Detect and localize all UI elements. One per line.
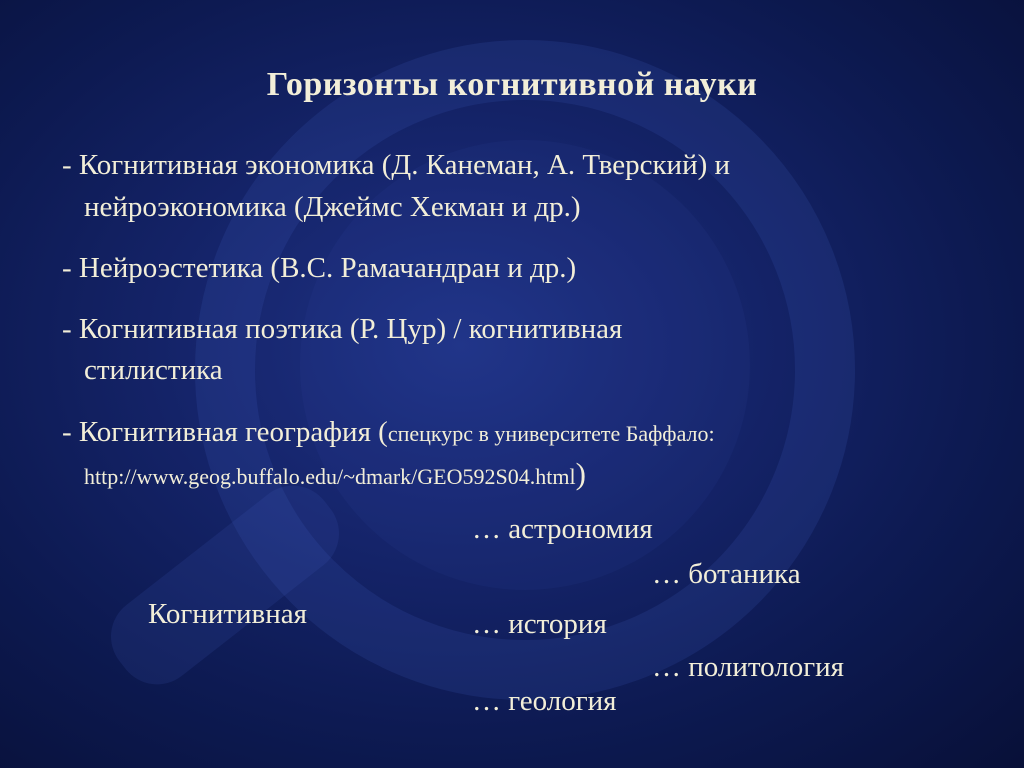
center-word: Когнитивная <box>148 598 307 630</box>
item-3-line-1: - Когнитивная поэтика (Р. Цур) / когнитивная <box>62 313 623 345</box>
item-4-main-text: - Когнитивная география ( <box>62 416 388 448</box>
item-1-line-1: - Когнитивная экономика (Д. Канеман, А. Тверский) и <box>62 149 731 181</box>
item-4-closing-paren: ) <box>575 456 586 491</box>
slide-title: Горизонты когнитивной науки <box>266 66 758 103</box>
item-4-course-note: спецкурс в университете Баффало: <box>387 421 715 446</box>
item-4-line-1 <box>62 415 715 451</box>
field-astronomy: … астрономия <box>472 513 653 545</box>
item-3-line-2: стилистика <box>84 354 223 386</box>
field-botany: … ботаника <box>652 558 801 590</box>
field-history: … история <box>472 608 607 640</box>
field-geology: … геология <box>472 685 617 717</box>
item-1-line-2: нейроэкономика (Джеймс Хекман и др.) <box>84 191 581 223</box>
item-2-line-1: - Нейроэстетика (В.С. Рамачандран и др.) <box>62 252 577 284</box>
item-4-url-link[interactable]: http://www.geog.buffalo.edu/~dmark/GEO592S04.html <box>84 464 576 489</box>
item-4-line-2 <box>84 457 586 494</box>
field-political-science: … политология <box>652 651 845 683</box>
